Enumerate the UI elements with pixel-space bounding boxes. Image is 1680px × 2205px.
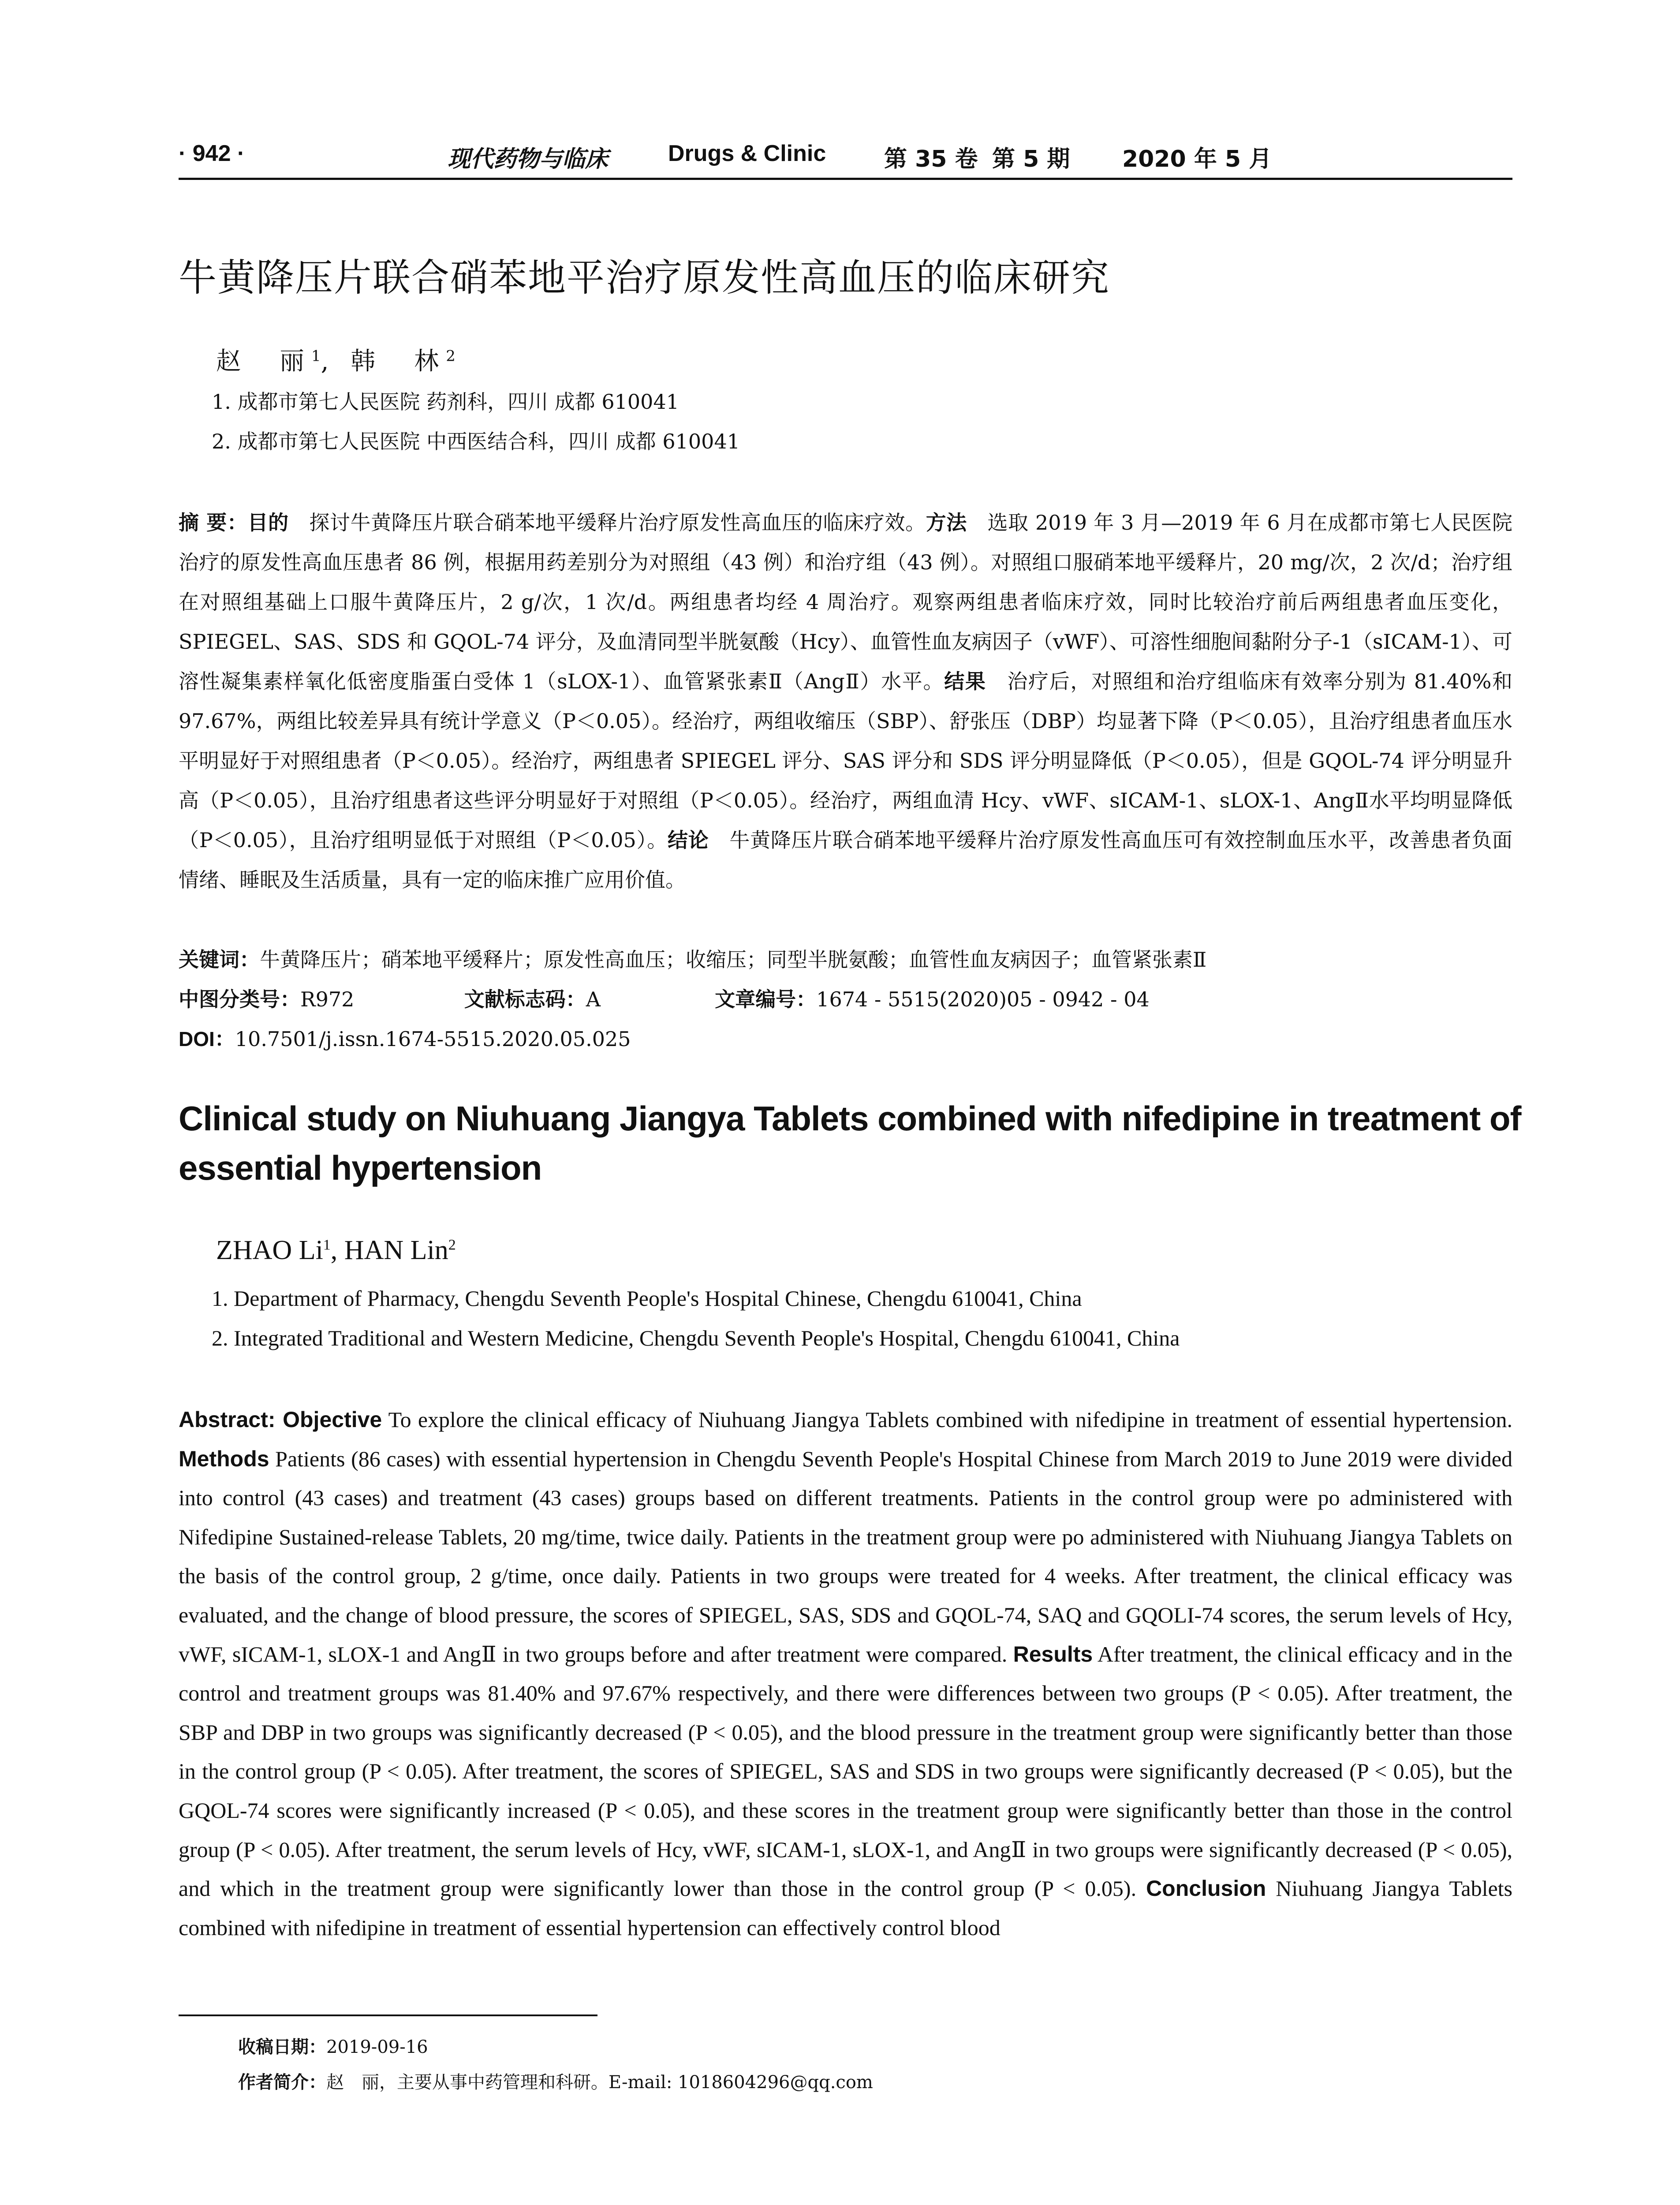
conclusion-label-en: Conclusion — [1146, 1876, 1266, 1901]
footnote-rule — [179, 2014, 597, 2016]
objective-text: 探讨牛黄降压片联合硝苯地平缓释片治疗原发性高血压的临床疗效。 — [288, 511, 926, 534]
author-bio-label: 作者简介： — [238, 2072, 326, 2093]
article-number: 1674 - 5515(2020)05 - 0942 - 04 — [816, 987, 1150, 1011]
clc-label: 中图分类号： — [179, 987, 300, 1011]
english-title: Clinical study on Niuhuang Jiangya Tablets combined with nifedipine in treatment of essential hypertension — [179, 1099, 1521, 1187]
page-number: · 942 · — [179, 141, 245, 166]
journal-name-en: Drugs & Clinic — [668, 141, 826, 166]
keywords-label: 关键词： — [179, 948, 260, 972]
author-2-en-affil-mark: 2 — [448, 1237, 456, 1253]
author-bio: 赵 丽，主要从事中药管理和科研。E-mail: 1018604296@qq.com — [326, 2072, 873, 2093]
received-date-line — [238, 2033, 428, 2058]
author-2: 韩 林 — [351, 347, 446, 376]
document-code-label: 文献标志码： — [464, 987, 586, 1011]
classification-line — [179, 983, 1150, 1013]
chinese-authors — [216, 342, 455, 377]
objective-label-en: Objective — [283, 1407, 382, 1432]
results-text-en: After treatment, the clinical efficacy and in the control and treatment groups was 81.40% and 97.67% respectively, and there were differences between two groups (P < 0.05). After treatment, the SBP and DBP in two groups was significantly decreased (P < 0.05), and the blood pressure in the treatment group were significantly better than those in the control group (P < 0.05). After treatment, the scores of SPIEGEL, SAS and SDS in two groups were significantly decreased (P < 0.05), but the GQOL-74 scores were significantly increased (P < 0.05), and these scores in the treatment group were significantly better than those in the control group (P < 0.05). After treatment, the serum levels of Hcy, vWF, sICAM-1, sLOX-1, and AngⅡ in two groups were significantly decreased (P < 0.05), and which in the treatment group were significantly lower than those in the control group (P < 0.05). — [179, 1641, 1513, 1901]
english-authors — [216, 1235, 456, 1266]
results-text: 治疗后，对照组和治疗组临床有效率分别为 81.40%和 97.67%，两组比较差异具有统计学意义（P＜0.05）。经治疗，两组收缩压（SBP）、舒张压（DBP）均显著下降（P＜0.05），且治疗组患者血压水平明显好于对照组患者（P＜0.05）。经治疗，两组患者 SPIEGEL 评分、SAS 评分和 SDS 评分明显降低（P＜0.05），但是 GQOL-74 评分明显升高（P＜0.05），且治疗组患者这些评分明显好于对照组（P＜0.05）。经治疗，两组血清 Hcy、vWF、sICAM-1、sLOX-1、AngⅡ水平均明显降低（P＜0.05），且治疗组明显低于对照组（P＜0.05）。 — [179, 669, 1513, 852]
english-affiliation-2: 2. Integrated Traditional and Western Medicine, Chengdu Seventh People's Hospital, Chengdu 610041, China — [212, 1326, 1180, 1350]
abstract-label: 摘 要： — [179, 511, 248, 534]
objective-label: 目的 — [247, 511, 289, 534]
abstract-label-en: Abstract: — [179, 1407, 283, 1432]
author-separator-en: , — [330, 1235, 344, 1265]
author-separator: , — [321, 347, 351, 376]
results-label-en: Results — [1013, 1641, 1093, 1667]
conclusion-label: 结论 — [668, 828, 709, 852]
keywords: 牛黄降压片；硝苯地平缓释片；原发性高血压；收缩压；同型半胱氨酸；血管性血友病因子；血管紧张素Ⅱ — [260, 948, 1207, 972]
methods-text-en: Patients (86 cases) with essential hypertension in Chengdu Seventh People's Hospital Chinese from March 2019 to June 2019 were divided into control (43 cases) and treatment (43 cases) groups based on different treatments. Patients in the control group were po administered with Nifedipine Sustained-release Tablets, 20 mg/time, twice daily. Patients in the treatment group were po administered with Niuhuang Jiangya Tablets on the basis of the control group, 2 g/time, once daily. Patients in two groups were treated for 4 weeks. After treatment, the clinical efficacy was evaluated, and the change of blood pressure, the scores of SPIEGEL, SAS, SDS and GQOL-74, SAQ and GQOLI-74 scores, the serum levels of Hcy, vWF, sICAM-1, sLOX-1 and AngⅡ in two groups before and after treatment were compared. — [179, 1446, 1512, 1667]
author-1-en-affil-mark: 1 — [323, 1237, 331, 1253]
chinese-affiliation-1: 1. 成都市第七人民医院 药剂科，四川 成都 610041 — [212, 390, 679, 414]
volume: 第 35 卷 — [884, 146, 978, 172]
document-code: A — [586, 987, 601, 1011]
issue-date: 2020 年 5 月 — [1122, 146, 1272, 172]
author-1: 赵 丽 — [216, 347, 311, 376]
doi[interactable]: 10.7501/j.issn.1674-5515.2020.05.025 — [235, 1027, 631, 1051]
conclusion-text: 牛黄降压片联合硝苯地平缓释片治疗原发性高血压可有效控制血压水平，改善患者负面情绪、睡眠及生活质量，具有一定的临床推广应用价值。 — [179, 828, 1512, 892]
chinese-title: 牛黄降压片联合硝苯地平治疗原发性高血压的临床研究 — [179, 256, 1110, 300]
issue: 第 5 期 — [992, 146, 1070, 172]
running-header — [179, 140, 1512, 176]
author-2-en: HAN Lin — [344, 1235, 448, 1265]
chinese-abstract — [179, 503, 1512, 900]
english-affiliation-1: 1. Department of Pharmacy, Chengdu Seventh People's Hospital Chinese, Chengdu 610041, China — [212, 1286, 1082, 1311]
results-label: 结果 — [944, 669, 986, 693]
methods-text: 选取 2019 年 3 月—2019 年 6 月在成都市第七人民医院治疗的原发性高血压患者 86 例，根据用药差别分为对照组（43 例）和治疗组（43 例）。对照组口服硝苯地平缓释片，20 mg/次，2 次/d；治疗组在对照组基础上口服牛黄降压片，2 g/次，1 次/d。两组患者均经 4 周治疗。观察两组患者临床疗效，同时比较治疗前后两组患者血压变化，SPIEGEL、SAS、SDS 和 GQOL-74 评分，及血清同型半胱氨酸（Hcy）、血管性血友病因子（vWF）、可溶性细胞间黏附分子-1（sICAM-1）、可溶性凝集素样氧化低密度脂蛋白受体 1（sLOX-1）、血管紧张素Ⅱ（AngⅡ）水平。 — [179, 511, 1513, 693]
keywords-line — [179, 944, 1206, 973]
doi-line — [179, 1023, 631, 1052]
chinese-affiliation-2: 2. 成都市第七人民医院 中西医结合科，四川 成都 610041 — [212, 430, 740, 453]
conclusion-text-en: Niuhuang Jiangya Tablets combined with nifedipine in treatment of essential hypertension can effectively control blood — [179, 1876, 1512, 1940]
methods-label: 方法 — [926, 511, 967, 534]
author-1-affil-mark: 1 — [311, 347, 321, 365]
clc-number: R972 — [300, 987, 355, 1011]
received-label: 收稿日期： — [238, 2037, 326, 2057]
methods-label-en: Methods — [179, 1446, 269, 1471]
journal-name-cn: 现代药物与临床 — [448, 146, 609, 172]
author-1-en: ZHAO Li — [216, 1235, 323, 1265]
author-2-affil-mark: 2 — [446, 347, 455, 365]
doi-label: DOI： — [179, 1028, 235, 1050]
english-abstract — [179, 1400, 1512, 1947]
author-bio-line — [238, 2068, 873, 2093]
objective-text-en: To explore the clinical efficacy of Niuhuang Jiangya Tablets combined with nifedipine in treatment of essential hypertension. — [382, 1407, 1513, 1432]
received-date: 2019-09-16 — [326, 2037, 428, 2057]
header-rule — [179, 178, 1512, 180]
article-number-label: 文章编号： — [715, 987, 817, 1011]
